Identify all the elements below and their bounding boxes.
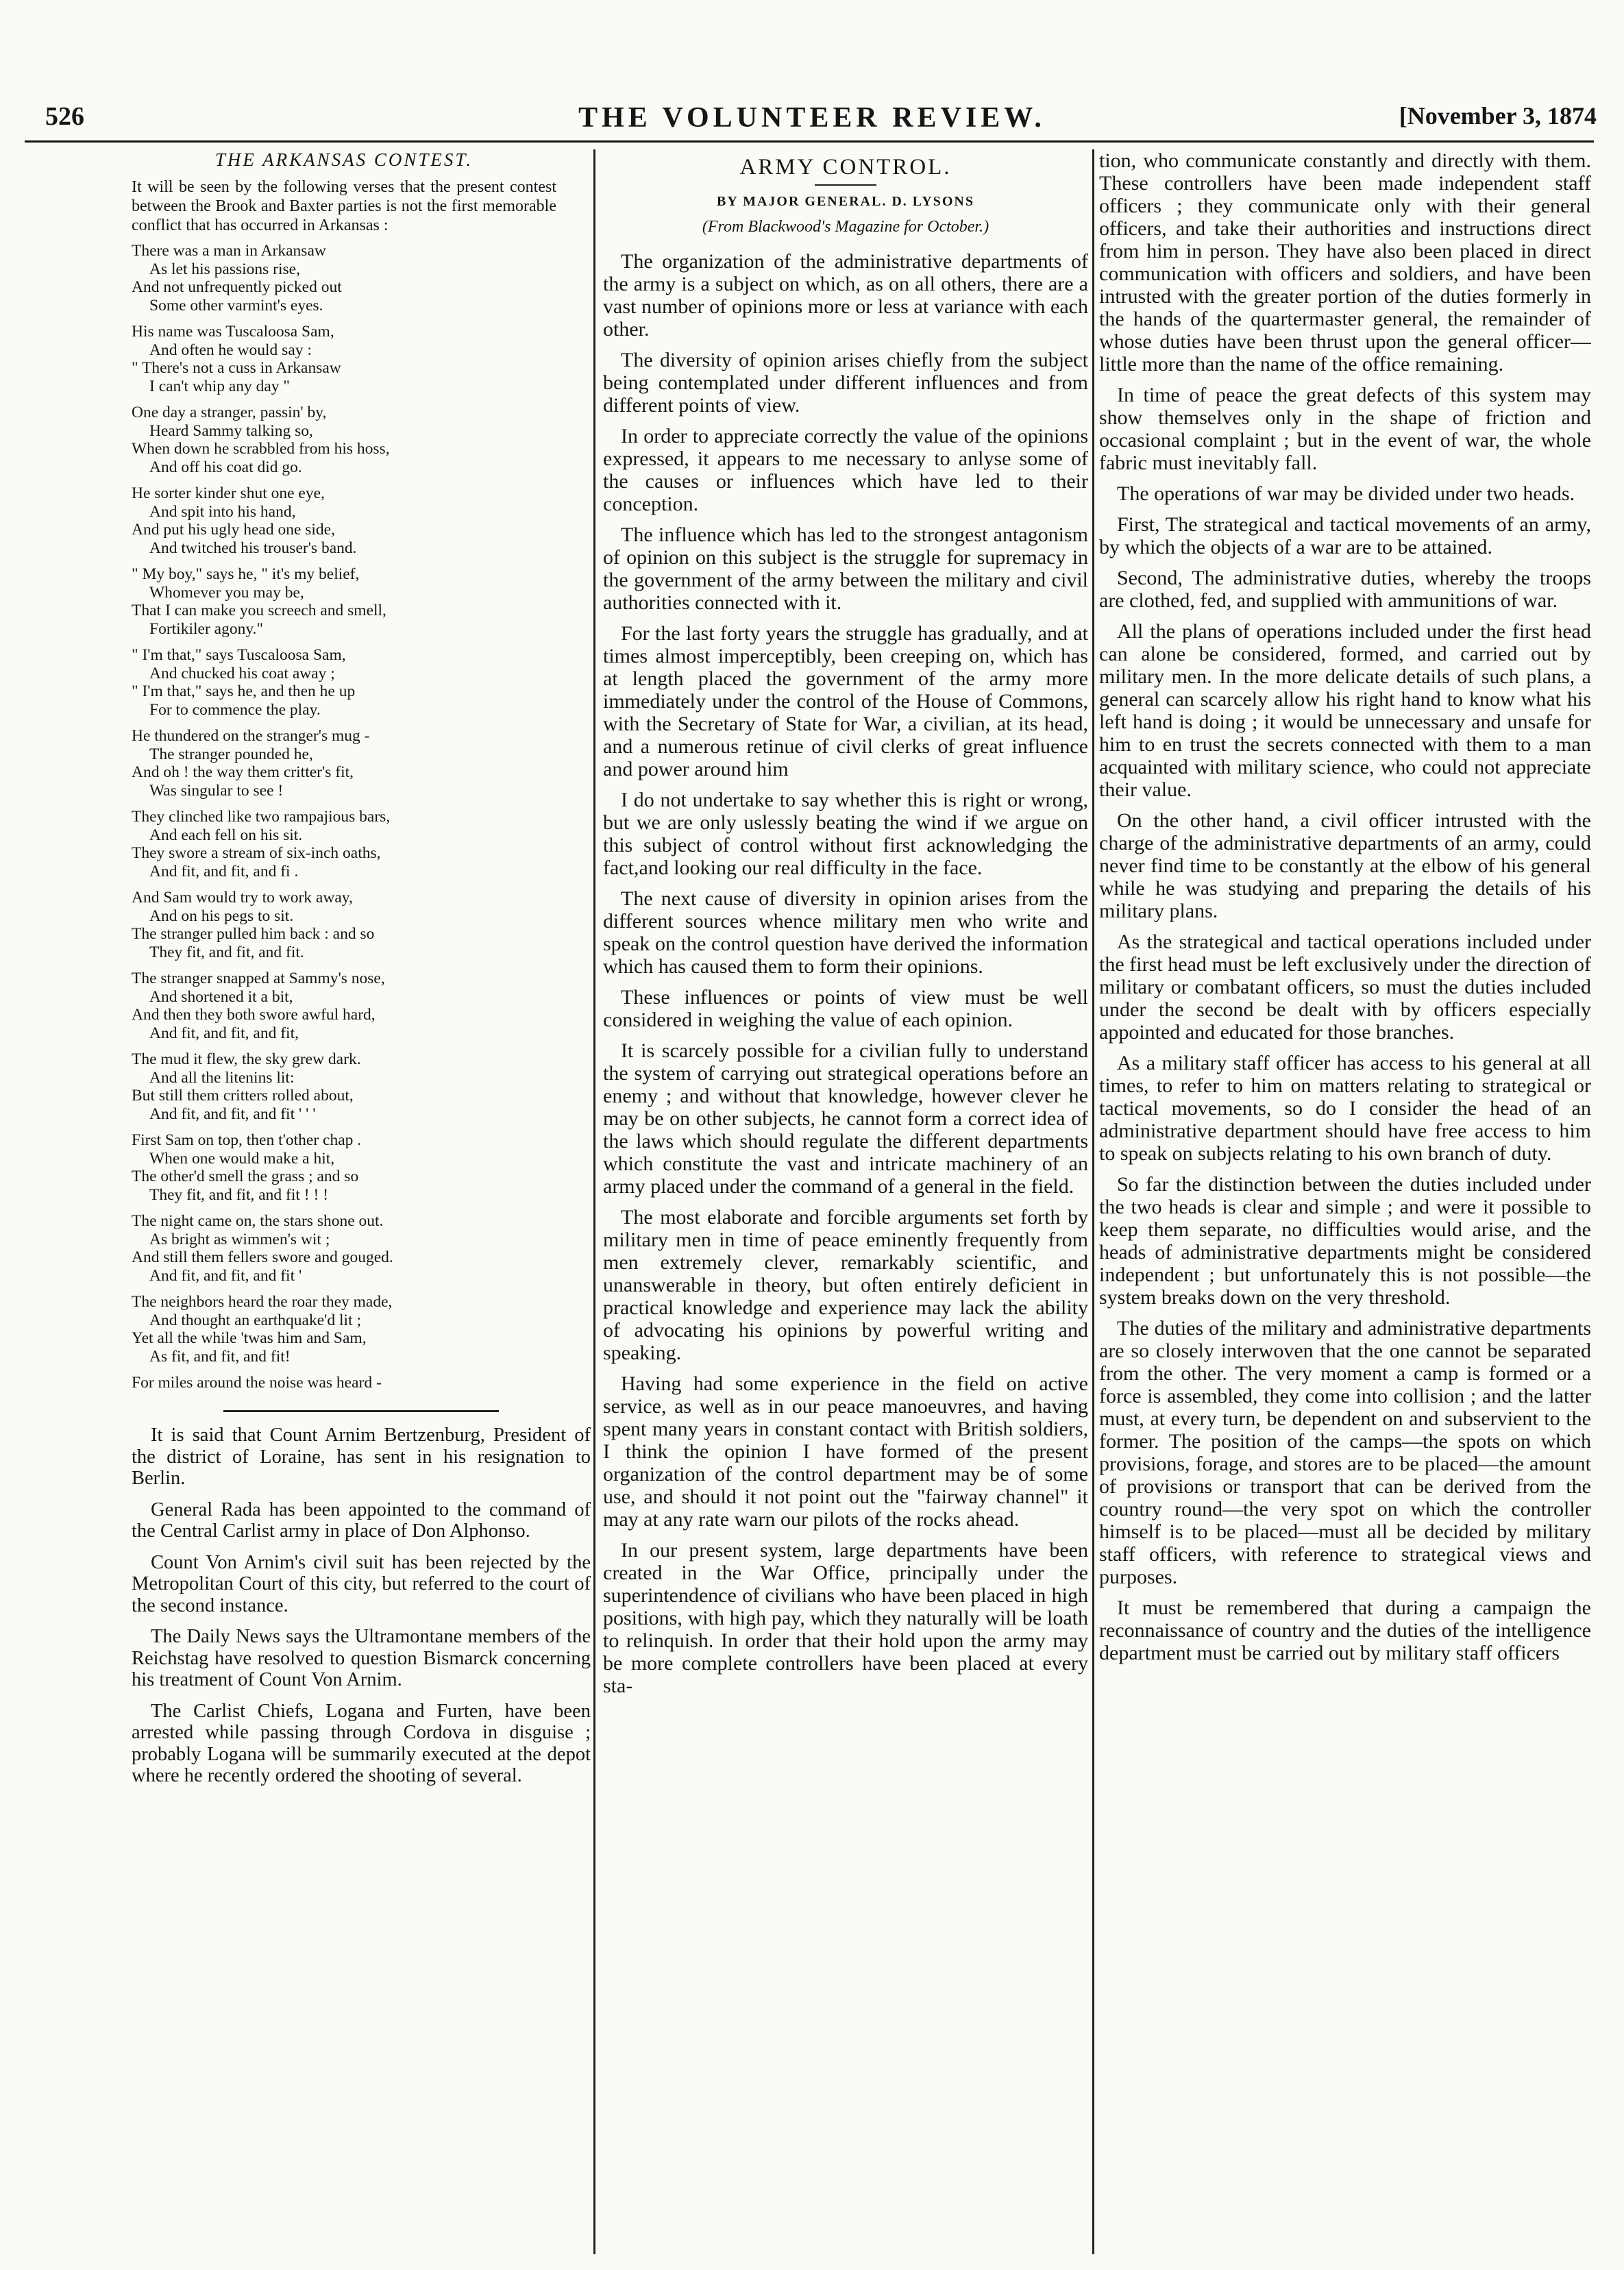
poem-stanza (132, 1050, 556, 1123)
article-paragraph: First, The strategical and tactical movements of an army, by which the objects of a war are to be attained. (1099, 513, 1591, 558)
poem-stanza (132, 808, 556, 880)
poem-line: The stranger pulled him back : and so (132, 925, 375, 943)
poem-stanza (132, 323, 556, 395)
poem-line: The mud it flew, the sky grew dark. (132, 1050, 361, 1068)
article-paragraph: I do not undertake to say whether this is right or wrong, but we are only uslessly beating the wind if we argue on this subject of control without first acknowledging the fact,and looking our real difficulty in the face. (603, 789, 1088, 879)
news-item: General Rada has been appointed to the command of the Central Carlist army in place of Don Alphonso. (132, 1498, 591, 1542)
poem-stanzas (132, 242, 556, 1393)
news-item: The Carlist Chiefs, Logana and Furten, have been arrested while passing through Cordova in disguise ; probably Logana will be summarily executed at the depot where he recently ordered the shooting of several. (132, 1700, 591, 1786)
poem-line: And all the litenins lit: (149, 1068, 295, 1087)
poem-line: Was singular to see ! (149, 781, 284, 800)
poem-line: Yet all the while 'twas him and Sam, (132, 1329, 367, 1347)
news-item: Count Von Arnim's civil suit has been rejected by the Metropolitan Court of this city, but referred to the court of the second instance. (132, 1551, 591, 1616)
poem-line: And oh ! the way them critter's fit, (132, 763, 354, 781)
poem-stanza (132, 1131, 556, 1204)
poem-line: " There's not a cuss in Arkansaw (132, 359, 341, 377)
article-column-2 (603, 149, 1088, 2254)
poem-line: And put his ugly head one side, (132, 521, 335, 539)
poem-stanza (132, 889, 556, 961)
poem-line: The stranger pounded he, (149, 745, 313, 763)
title-rule (815, 184, 876, 186)
poem-line: " I'm that," says he, and then he up (132, 682, 356, 700)
poem-line: As bright as wimmen's wit ; (149, 1230, 330, 1248)
poem-line: They fit, and fit, and fit ! ! ! (149, 1185, 329, 1204)
poem-stanza (132, 484, 556, 557)
poem-line: " My boy," says he, " it's my belief, (132, 565, 360, 583)
poem-line: He sorter kinder shut one eye, (132, 484, 325, 502)
article-paragraph: All the plans of operations included under the first head can alone be considered, formed, and carried out by military men. In the more delicate details of such plans, a general can scarcely allow his right hand to know what his left hand is doing ; it would be unnecessary and unsafe for him to en trust the secrets connected with them to a man acquainted with military science, who could not appreciate their value. (1099, 620, 1591, 801)
poem-line: And often he would say : (149, 341, 312, 359)
poem-stanza (132, 646, 556, 719)
article-paragraph: The most elaborate and forcible arguments set forth by military men in time of peace eminently frequently from men extremely clever, remarkably scientific, and unanswerable in theory, but often entirely deficient in practical knowledge and experience may lack the ability of advocating his opinions by powerful writing and speaking. (603, 1206, 1088, 1364)
article-byline: BY MAJOR GENERAL. D. LYSONS (717, 194, 974, 209)
poem-title: THE ARKANSAS CONTEST. (214, 149, 473, 170)
poem-stanza (132, 1293, 556, 1366)
poem-column (132, 149, 556, 1393)
article-paragraph: Having had some experience in the field on active service, as well as in our peace manoeuvres, and having spent many years in constant contact with British soldiers, I think the opinion I have formed of the present organization of the control department may be of some use, and should it not point out the "fairway channel" it may at any rate warn our pilots of the rocks ahead. (603, 1372, 1088, 1531)
header-rule (25, 140, 1594, 143)
article-title: ARMY CONTROL. (739, 155, 952, 180)
poem-line: Some other varmint's eyes. (149, 296, 323, 314)
article-paragraph: In time of peace the great defects of this system may show themselves only in the shape of friction and occasional complaint ; but in the event of war, the whole fabric must inevitably fall. (1099, 384, 1591, 474)
article-paragraph: The next cause of diversity in opinion arises from the different sources whence military men who write and speak on the control question have derived the information which has caused them to form their opinions. (603, 887, 1088, 978)
poem-stanza (132, 242, 556, 314)
poem-line: They swore a stream of six-inch oaths, (132, 844, 381, 862)
article-paragraph: The influence which has led to the strongest antagonism of opinion on this subject is the struggle for supremacy in the government of the army between the military and civil authorities connected with it. (603, 523, 1088, 614)
poem-line: " I'm that," says Tuscaloosa Sam, (132, 646, 346, 664)
poem-line: The stranger snapped at Sammy's nose, (132, 970, 385, 987)
article-paragraph: As a military staff officer has access to his general at all times, to refer to him on matters relating to strategical or tactical movements, so do I consider the head of an administrative department should have free access to him to speak on subjects relating to his own branch of duty. (1099, 1052, 1591, 1165)
poem-line: And Sam would try to work away, (132, 889, 353, 906)
poem-line: Fortikiler agony." (149, 619, 264, 638)
poem-line: For to commence the play. (149, 700, 321, 719)
article-paragraph: In order to appreciate correctly the value of the opinions expressed, it appears to me necessary to anlyse some of the causes or influences which have led to their conception. (603, 425, 1088, 515)
poem-line: And on his pegs to sit. (149, 906, 294, 925)
article-column-3 (1099, 149, 1591, 2254)
article-paragraph: Second, The administrative duties, whereby the troops are clothed, fed, and supplied with ammunitions of war. (1099, 567, 1591, 612)
poem-stanza (132, 970, 556, 1042)
article-paragraph: The duties of the military and administrative departments are so closely interwoven that the one cannot be separated from the other. The very moment a camp is formed or a force is assembled, they come into collision ; and the latter must, at every turn, be dependent on and subservient to the former. The position of the camps—the spots on which provisions, forage, and stores are to be placed—the amount of provisions or transport that can be derived from the country round—the very spot on which the controller himself is to be placed—must all be decided by military staff officers, with reference to strategical views and purposes. (1099, 1317, 1591, 1588)
poem-line: And then they both swore awful hard, (132, 1006, 376, 1024)
article-paragraph: For the last forty years the struggle has gradually, and at times almost imperceptibly, been creeping on, which has at length placed the government of the army more immediately under the control of the House of Commons, with the Secretary of State for War, a civilian, at its head, and a numerous retinue of civil clerks of great influence and power around him (603, 622, 1088, 780)
poem-line: And thought an earthquake'd lit ; (149, 1311, 362, 1329)
article-paragraph: As the strategical and tactical operations included under the first head must be left exclusively under the direction of military or combatant officers, so must the duties included under the second be dealt with by officers especially appointed and educated for those branches. (1099, 930, 1591, 1044)
article-paragraph: On the other hand, a civil officer intrusted with the charge of the administrative departments of an army, could never find time to be constantly at the elbow of his general while he was studying and preparing the details of his military plans. (1099, 809, 1591, 922)
poem-line: The other'd smell the grass ; and so (132, 1168, 359, 1185)
article-paragraph: tion, who communicate constantly and directly with them. These controllers have been made independent staff officers ; they communicate only with their general officers, and take their authorities and instructions direct from him in person. They have also been placed in direct communication with officers and soldiers, and have been intrusted with the greater portion of the duties formerly in the hands of the quartermaster general, the remainder of whose duties have been thrust upon the general officer—little more than the name of the office remaining. (1099, 149, 1591, 375)
poem-line: But still them critters rolled about, (132, 1087, 354, 1105)
issue-date: [November 3, 1874 (1399, 102, 1597, 129)
poem-line: And shortened it a bit, (149, 987, 293, 1006)
article-body-col2 (603, 250, 1088, 1697)
poem-line: As let his passions rise, (149, 260, 300, 278)
news-items (132, 1424, 591, 1787)
poem-line: And fit, and fit, and fit ' (149, 1266, 302, 1285)
article-paragraph: The diversity of opinion arises chiefly from the subject being contemplated under different influences and from different points of view. (603, 349, 1088, 417)
poem-stanza (132, 565, 556, 638)
column-rule-1 (593, 149, 595, 2254)
poem-line: One day a stranger, passin' by, (132, 404, 327, 421)
poem-line: First Sam on top, then t'other chap . (132, 1131, 362, 1149)
poem-intro: It will be seen by the following verses that the present contest between the Brook and Baxter parties is not the first memorable conflict that has occurred in Arkansas : (132, 178, 556, 234)
article-paragraph: It is scarcely possible for a civilian fully to understand the system of carrying out strategical operations before an enemy ; and without that knowledge, however clever he may be on other subjects, he cannot form a correct idea of the laws which should regulate the different departments which constitute the vast and intricate machinery of an army placed under the command of a general in the field. (603, 1039, 1088, 1198)
poem-line: They fit, and fit, and fit. (149, 943, 304, 961)
poem-stanza (132, 727, 556, 800)
article-source: (From Blackwood's Magazine for October.) (702, 218, 989, 236)
column-rule-2 (1092, 149, 1094, 2254)
poem-line: And still them fellers swore and gouged. (132, 1248, 393, 1266)
article-paragraph: So far the distinction between the duties included under the two heads is clear and simple ; and were it possible to keep them separate, no difficulties would arise, and the heads of administrative departments might be considered independent ; but unfortunately this is not possible—the system breaks down on the very threshold. (1099, 1173, 1591, 1309)
page-header (21, 101, 1603, 145)
poem-line: And twitched his trouser's band. (149, 539, 357, 557)
poem-line: When down he scrabbled from his hoss, (132, 440, 390, 458)
article-paragraph: These influences or points of view must be well considered in weighing the value of each opinion. (603, 986, 1088, 1031)
poem-line (132, 1392, 556, 1394)
news-item: The Daily News says the Ultramontane members of the Reichstag have resolved to question Bismarck concerning his treatment of Count Von Arnim. (132, 1626, 591, 1690)
poem-stanza (132, 1374, 556, 1393)
poem-stanza (132, 404, 556, 476)
page-number: 526 (45, 102, 84, 131)
section-divider (223, 1410, 499, 1412)
article-paragraph: It must be remembered that during a campaign the reconnaissance of country and the duties of the intelligence department must be carried out by military staff officers (1099, 1596, 1591, 1664)
poem-line: That I can make you screech and smell, (132, 602, 386, 619)
poem-line: Heard Sammy talking so, (149, 421, 313, 440)
poem-line: For miles around the noise was heard - (132, 1374, 382, 1392)
poem-line: The night came on, the stars shone out. (132, 1212, 384, 1230)
poem-line: When one would make a hit, (149, 1149, 335, 1168)
masthead: THE VOLUNTEER REVIEW. (578, 102, 1046, 134)
poem-line: There was a man in Arkansaw (132, 242, 326, 260)
poem-line: And not unfrequently picked out (132, 278, 342, 296)
poem-line: And off his coat did go. (149, 458, 302, 476)
news-column (132, 1405, 591, 2254)
news-item: It is said that Count Arnim Bertzenburg, President of the district of Loraine, has sent in his resignation to Berlin. (132, 1424, 591, 1489)
poem-line: The neighbors heard the roar they made, (132, 1293, 393, 1311)
poem-line: And spit into his hand, (149, 502, 296, 521)
poem-line: They clinched like two rampajious bars, (132, 808, 391, 826)
poem-line: His name was Tuscaloosa Sam, (132, 323, 334, 341)
poem-line: And chucked his coat away ; (149, 664, 335, 682)
article-paragraph: The operations of war may be divided under two heads. (1117, 482, 1575, 505)
article-body-col3 (1099, 149, 1591, 1664)
poem-line: As fit, and fit, and fit! (149, 1347, 291, 1366)
poem-line: And fit, and fit, and fi . (149, 862, 299, 880)
article-paragraph: In our present system, large departments have been created in the War Office, principally under the superintendence of civilians who have been placed in high positions, with high pay, which they naturally will be loath to relinquish. In order that their hold upon the army may be more complete controllers have been placed at every sta- (603, 1539, 1088, 1697)
poem-line: And fit, and fit, and fit ' ' ' (149, 1105, 316, 1123)
poem-line: I can't whip any day " (149, 377, 291, 395)
poem-line: Whomever you may be, (149, 583, 304, 602)
poem-line: He thundered on the stranger's mug - (132, 727, 370, 745)
poem-line: And each fell on his sit. (149, 826, 303, 844)
poem-stanza (132, 1212, 556, 1285)
article-paragraph: The organization of the administrative departments of the army is a subject on which, as on all others, there are a vast number of opinions more or less at variance with each other. (603, 250, 1088, 341)
poem-line: And fit, and fit, and fit, (149, 1024, 299, 1042)
